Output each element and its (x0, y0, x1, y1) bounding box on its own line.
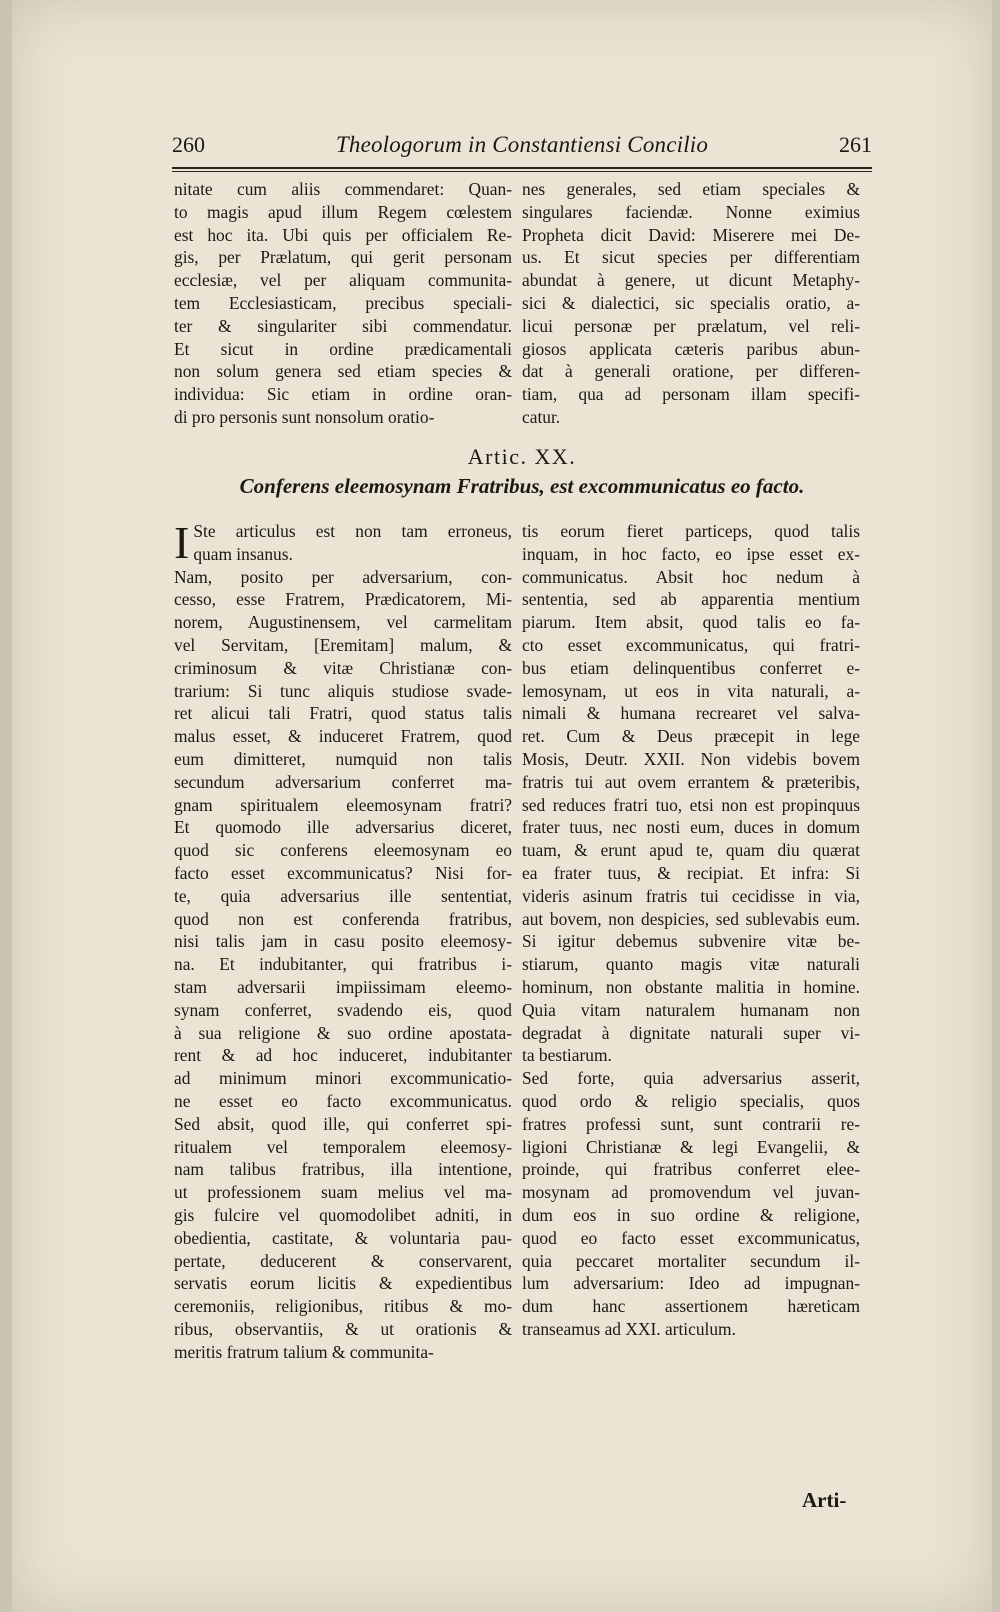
text-line: ter & singulariter sibi commendatur. (174, 315, 512, 336)
text-line: bus etiam delinquentibus conferret e- (522, 657, 860, 678)
text-line: dat à generali oratione, per differen- (522, 361, 860, 382)
text-line: synam conferret, svadendo eis, quod (174, 999, 512, 1020)
running-title: Theologorum in Constantiensi Concilio (335, 132, 709, 157)
text-line: inquam, in hoc facto, eo ipse esset ex- (522, 543, 860, 564)
text-line: Ste articulus est non tam erroneus, (193, 521, 512, 541)
text-line: non solum genera sed etiam species & (174, 361, 512, 382)
text-line: vel Servitam, [Eremitam] malum, & (174, 634, 512, 655)
text-line: lum adversarium: Ideo ad impugnan- (522, 1273, 860, 1294)
text-line: pertate, deducerent & conservarent, (174, 1250, 512, 1271)
text-line: stam adversarii impiissimam eleemo- (174, 976, 512, 997)
text-line: tiam, qua ad personam illam specifi- (522, 384, 860, 405)
text-line: norem, Augustinensem, vel carmelitam (174, 612, 512, 633)
text-line: nes generales, sed etiam speciales & (522, 179, 860, 199)
text-line: ritualem vel temporalem eleemosy- (174, 1136, 512, 1157)
text-line: sed reduces fratri tuo, etsi non est propinquus (522, 794, 860, 815)
top-left-column (174, 178, 512, 429)
running-header (172, 132, 872, 166)
text-line: singulares faciendæ. Nonne eximius (522, 201, 860, 222)
page-number-right: 261 (839, 132, 872, 157)
text-line: communicatus. Absit hoc nedum à (522, 566, 860, 587)
text-line: dum hanc assertionem hæreticam (522, 1296, 860, 1317)
text-line: Et sicut in ordine prædicamentali (174, 338, 512, 359)
text-line: hominum, non obstante malitia in homine. (522, 976, 860, 997)
article-heading: Artic. XX. (467, 444, 577, 469)
text-line: individua: Sic etiam in ordine oran- (174, 384, 512, 405)
text-line: cto esset excommunicatus, qui fratri- (522, 634, 860, 655)
text-line: proinde, qui fratribus conferret elee- (522, 1159, 860, 1180)
text-line: nimali & humana recrearet vel salva- (522, 703, 860, 724)
text-line: nitate cum aliis commendaret: Quan- (174, 179, 512, 199)
text-line: fratres professi sunt, sunt contrarii re- (522, 1113, 860, 1134)
text-line: nisi talis jam in casu posito eleemosy- (174, 931, 512, 952)
text-line: trarium: Si tunc aliquis studiose svade- (174, 680, 512, 701)
text-line: Et quomodo ille adversarius diceret, (174, 817, 512, 838)
text-line: ecclesiæ, vel per aliquam communita- (174, 270, 512, 291)
text-line: fratris tui aut ovem errantem & præteribis, (522, 771, 860, 792)
text-line: eum dimitteret, numquid non talis (174, 748, 512, 769)
text-line: mosynam ad promovendum vel juvan- (522, 1182, 860, 1203)
text-line: ceremoniis, religionibus, ritibus & mo- (174, 1296, 512, 1317)
top-right-column (522, 178, 860, 429)
text-line: Si igitur debemus subvenire vitæ be- (522, 931, 860, 952)
text-line: à sua religione & suo ordine apostata- (174, 1022, 512, 1043)
text-line: cesso, esse Fratrem, Prædicatorem, Mi- (174, 589, 512, 610)
text-line: videris asinum fratris tui cecidisse in via, (522, 885, 860, 906)
text-line: us. Et sicut species per differentiam (522, 247, 860, 268)
article-subtitle: Conferens eleemosynam Fratribus, est excommunicatus eo facto. (239, 474, 805, 498)
text-line: facto esset excommunicatus? Nisi for- (174, 862, 512, 883)
text-line: Sed absit, quod ille, qui conferret spi- (174, 1113, 512, 1134)
text-line: ne esset eo facto excommunicatus. (174, 1090, 512, 1111)
book-page (12, 0, 992, 1612)
header-rule (172, 167, 872, 169)
text-line: gnam spiritualem eleemosynam fratri? (174, 794, 512, 815)
text-line: sententia, sed ab apparentia mentium (522, 589, 860, 610)
text-line: quia peccaret mortaliter secundum il- (522, 1250, 860, 1271)
text-line: piarum. Item absit, quod talis eo fa- (522, 612, 860, 633)
text-line: Propheta dicit David: Miserere mei De- (522, 224, 860, 245)
text-line: est hoc ita. Ubi quis per officialem Re- (174, 224, 512, 245)
text-line: quod eo facto esset excommunicatus, (522, 1227, 860, 1248)
text-line: ribus, observantiis, & ut orationis & (174, 1318, 512, 1339)
text-line: Mosis, Deutr. XXII. Non videbis bovem (522, 748, 860, 769)
text-line: quod sic conferens eleemosynam eo (174, 840, 512, 861)
body-left-column (174, 517, 512, 1363)
text-line: to magis apud illum Regem cœlestem (174, 201, 512, 222)
text-line: na. Et indubitanter, qui fratribus i- (174, 954, 512, 975)
text-line: meritis fratrum talium & communita- (174, 1341, 434, 1362)
text-line: ea frater tuus, & recipiat. Et infra: Si (522, 862, 860, 883)
text-line: giosos applicata cæteris paribus abun- (522, 338, 860, 359)
text-line: nam talibus fratribus, illa intentione, (174, 1159, 512, 1180)
text-line: gis, per Prælatum, qui gerit personam (174, 247, 512, 268)
text-line: ad minimum minori excommunicatio- (174, 1068, 512, 1089)
text-line: criminosum & vitæ Christianæ con- (174, 657, 512, 678)
text-line: aut bovem, non despicies, sed sublevabis eum. (522, 908, 860, 929)
text-line: frater tuus, nec nosti eum, duces in domum (522, 817, 860, 838)
text-line: di pro personis sunt nonsolum oratio- (174, 406, 435, 427)
text-line: ret. Cum & Deus præcepit in lege (522, 726, 860, 747)
text-line: quam insanus. (193, 543, 293, 564)
text-line: tem Ecclesiasticam, precibus speciali- (174, 292, 512, 313)
text-line: Nam, posito per adversarium, con- (174, 566, 512, 587)
text-line: ret alicui tali Fratri, quod status talis (174, 703, 512, 724)
text-line: tuam, & erunt apud te, quam diu quærat (522, 840, 860, 861)
text-line: sici & dialectici, sic specialis oratio, a- (522, 292, 860, 313)
text-line: dum eos in suo ordine & religione, (522, 1204, 860, 1225)
catchword: Arti- (802, 1488, 847, 1512)
text-line: malus esset, & induceret Fratrem, quod (174, 726, 512, 747)
text-line: stiarum, quanto magis vitæ naturali (522, 954, 860, 975)
text-line: transeamus ad XXI. articulum. (522, 1318, 736, 1339)
text-line: quod non est conferenda fratribus, (174, 908, 512, 929)
drop-capital: I (174, 517, 190, 568)
text-line: Sed forte, quia adversarius asserit, (522, 1068, 860, 1089)
text-line: quod ordo & religio specialis, quos (522, 1090, 860, 1111)
text-line: lemosynam, ut eos in vita naturali, a- (522, 680, 860, 701)
page-number-left: 260 (172, 132, 205, 157)
header-rule-thin (172, 171, 872, 172)
text-line: Quia vitam naturalem humanam non (522, 999, 860, 1020)
text-line: ta bestiarum. (522, 1045, 612, 1066)
text-line: degradat à dignitate naturali super vi- (522, 1022, 860, 1043)
text-line: ligioni Christianæ & legi Evangelii, & (522, 1136, 860, 1157)
text-line: rent & ad hoc induceret, indubitanter (174, 1045, 512, 1066)
text-line: gis fulcire vel quomodolibet adniti, in (174, 1204, 512, 1225)
text-line: secundum adversarium conferret ma- (174, 771, 512, 792)
text-line: obedientia, castitate, & voluntaria pau- (174, 1227, 512, 1248)
body-right-column (522, 520, 860, 1341)
text-line: servatis eorum licitis & expedientibus (174, 1273, 512, 1294)
text-line: licui personæ per prælatum, vel reli- (522, 315, 860, 336)
text-line: te, quia adversarius ille sententiat, (174, 885, 512, 906)
text-line: ut professionem suam melius vel ma- (174, 1182, 512, 1203)
text-line: abundat à genere, ut dicunt Metaphy- (522, 270, 860, 291)
text-line: tis eorum fieret particeps, quod talis (522, 521, 860, 541)
text-line: catur. (522, 406, 561, 427)
